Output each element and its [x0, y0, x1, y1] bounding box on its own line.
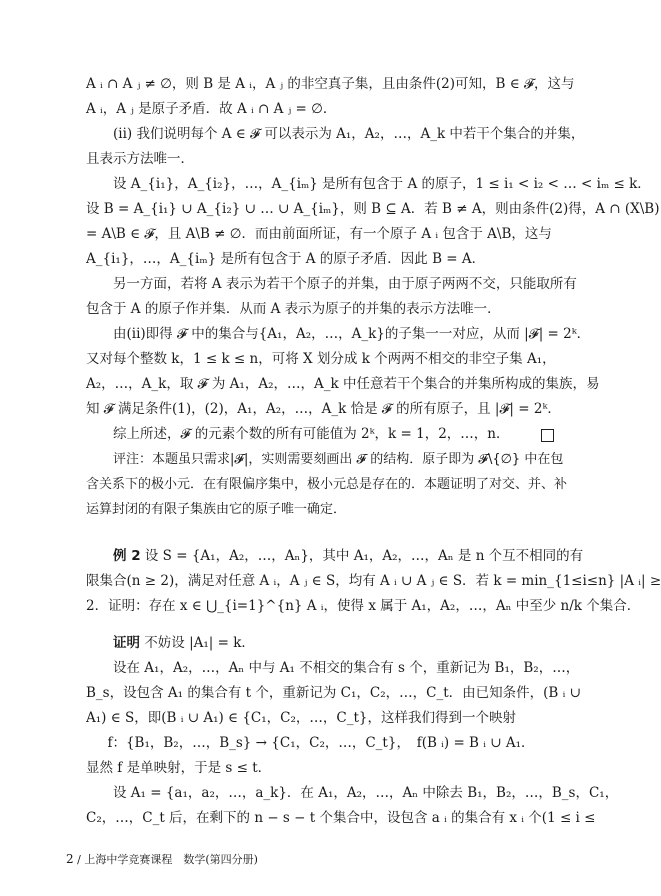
proof-line: C₂，…，C_t 后，在剩下的 n − s − t 个集合中，设包含 a ᵢ 的集合有 x ᵢ 个(1 ≤ i ≤ — [86, 810, 596, 826]
section-gap — [86, 522, 556, 544]
proof-line: 显然 f 是单映射，于是 s ≤ t． — [86, 760, 272, 776]
text-line: 设 A_{i₁}，A_{i₂}，…，A_{iₘ} 是所有包含于 A 的原子，1 ≤ i₁ < i₂ < … < iₘ ≤ k． — [113, 176, 651, 192]
proof-first-text: 不妨设 |A₁| = k． — [144, 635, 255, 651]
proof-line: 设 A₁ = {a₁，a₂，…，a_k}．在 A₁，A₂，…，Aₙ 中除去 B₁，B₂，…，B_s，C₁， — [113, 785, 619, 801]
example-line: 限集合(n ≥ 2)，满足对任意 A ᵢ，A ⱼ ∈ S，均有 A ᵢ ∪ A ⱼ ∈ S．若 k = min_{1≤i≤n} |A ᵢ| ≥ — [86, 573, 661, 589]
text-line: 设 B = A_{i₁} ∪ A_{i₂} ∪ … ∪ A_{iₘ}，则 B ⊆ A．若 B ≠ A，则由条件(2)得，A ∩ (X\B) — [86, 201, 660, 217]
comment-line: 含关系下的极小元．在有限偏序集中，极小元总是存在的．本题证明了对交、并、补 — [86, 477, 568, 492]
text-line: 知 𝓕 满足条件(1)，(2)，A₁，A₂，…，A_k 恰是 𝓕 的所有原子，且 |𝓕| = 2ᵏ． — [86, 401, 561, 417]
proof-label: 证明 — [113, 635, 140, 651]
text-line: 另一方面，若将 A 表示为若干个原子的并集，由于原子两两不交，只能取所有 — [113, 276, 577, 292]
text-line: A₂，…，A_k，取 𝓕 为 A₁，A₂，…，A_k 中任意若干个集合的并集所构成的集族，易 — [86, 376, 600, 392]
example-text: 设 S = {A₁，A₂，…，Aₙ}，其中 A₁，A₂，…，Aₙ 是 n 个互不相同的有 — [144, 548, 584, 564]
comment-line: 评注：本题虽只需求|𝓕|，实则需要刻画出 𝓕 的结构．原子即为 𝓕\{∅} 中在包 — [113, 452, 564, 467]
conclusion-line — [86, 422, 556, 447]
text-line: 且表示方法唯一． — [86, 151, 194, 167]
proof-line: B_s，设包含 A₁ 的集合有 t 个，重新记为 C₁，C₂，…，C_t．由已知条件，(B ᵢ ∪ — [86, 685, 581, 701]
proof-formula-line: f：{B₁，B₂，…，B_s} → {C₁，C₂，…，C_t}， f(B ᵢ) = B ᵢ ∪ A₁． — [107, 735, 535, 751]
text-line: = A\B ∈ 𝓕，且 A\B ≠ ∅．而由前面所证，有一个原子 A ᵢ 包含于 A\B，这与 — [86, 226, 552, 242]
page-footer — [66, 851, 466, 867]
conclusion-text: 综上所述，𝓕 的元素个数的所有可能值为 2ᵏ，k = 1，2，…，n． — [113, 426, 510, 442]
text-line: 包含于 A 的原子作并集．从而 A 表示为原子的并集的表示方法唯一． — [86, 301, 501, 317]
document-page — [86, 72, 661, 831]
example-label: 例 2 — [113, 548, 141, 564]
proof-heading-line — [86, 631, 556, 656]
text-line: A ᵢ，A ⱼ 是原子矛盾．故 A ᵢ ∩ A ⱼ = ∅． — [86, 101, 337, 117]
book-title: 上海中学竞赛课程 数学(第四分册) — [84, 853, 258, 866]
comment-line: 运算封闭的有限子集族由它的原子唯一确定． — [86, 502, 347, 517]
text-line: (ii) 我们说明每个 A ∈ 𝓕 可以表示为 A₁，A₂，…，A_k 中若干个集合的并集， — [113, 126, 585, 142]
footer-separator: / — [77, 853, 85, 866]
example-heading-line — [86, 544, 584, 569]
proof-line: A₁) ∈ S，即(B ᵢ ∪ A₁) ∈ {C₁，C₂，…，C_t}，这样我们得到一个映射 — [86, 710, 517, 726]
text-line: A ᵢ ∩ A ⱼ ≠ ∅，则 B 是 A ᵢ，A ⱼ 的非空真子集，且由条件(2)可知，B ∈ 𝓕，这与 — [86, 76, 575, 92]
text-line: 由(ii)即得 𝓕 中的集合与{A₁，A₂，…，A_k}的子集一一对应，从而 |𝓕| = 2ᵏ． — [113, 326, 591, 342]
page-number: 2 — [66, 852, 74, 866]
text-line: A_{i₁}，…，A_{iₘ} 是所有包含于 A 的原子矛盾．因此 B = A． — [86, 251, 486, 267]
section-gap — [86, 619, 556, 631]
proof-line: 设在 A₁，A₂，…，Aₙ 中与 A₁ 不相交的集合有 s 个，重新记为 B₁，B₂，…， — [113, 660, 580, 676]
qed-box-icon — [541, 429, 554, 442]
text-line: 又对每个整数 k，1 ≤ k ≤ n，可将 X 划分成 k 个两两不相交的非空子集 A₁， — [86, 351, 556, 367]
example-line: 2．证明：存在 x ∈ ⋃_{i=1}^{n} A ᵢ，使得 x 属于 A₁，A₂，…，Aₙ 中至少 n/k 个集合． — [86, 598, 641, 614]
